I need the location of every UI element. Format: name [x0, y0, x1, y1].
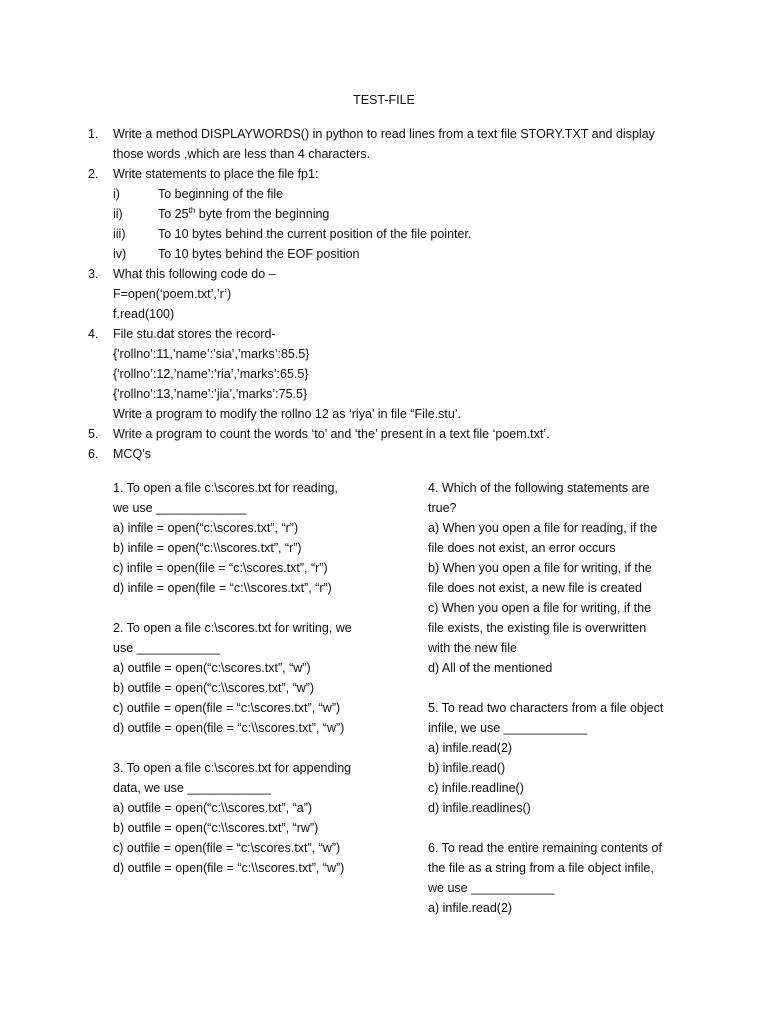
mcq-line: c) outfile = open(file = “c:\scores.txt”, “w”): [113, 841, 341, 855]
mcq-line: b) infile = open(“c:\\scores.txt”, “r”): [113, 541, 302, 555]
mcq-line: we use ____________: [428, 881, 555, 895]
sub-item-text: [158, 204, 329, 224]
ordinal-suffix: th: [188, 205, 196, 215]
mcq-line: 5. To read two characters from a file object: [428, 701, 664, 715]
mcq-line: d) infile = open(file = “c:\\scores.txt”, “r”): [113, 581, 332, 595]
mcq-line: infile, we use ____________: [428, 721, 588, 735]
mcq-line: c) outfile = open(file = “c:\scores.txt”, “w”): [113, 701, 341, 715]
sub-item-text: To 10 bytes behind the current position of the file pointer.: [158, 227, 472, 241]
question-number: 4.: [88, 327, 99, 341]
question-1: [0, 124, 768, 144]
mcq-line: file exists, the existing file is overwritten: [428, 621, 647, 635]
mcq-line: 1. To open a file c:\scores.txt for reading,: [113, 481, 338, 495]
record-line: {'rollno’:13,’name’:’jia’,’marks’:75.5}: [113, 387, 308, 401]
sub-item-text: To beginning of the file: [158, 187, 284, 201]
question-text-continued: those words ,which are less than 4 characters.: [113, 147, 371, 161]
question-number: 6.: [88, 447, 99, 461]
question-text: Write a program to count the words ‘to’ and ‘the’ present in a text file ‘poem.txt’.: [113, 427, 550, 441]
question-6: [0, 444, 768, 464]
question-number: 3.: [88, 267, 99, 281]
code-line: f.read(100): [113, 307, 175, 321]
mcq-line: use ____________: [113, 641, 221, 655]
mcq-line: b) outfile = open(“c:\\scores.txt”, “w”): [113, 681, 315, 695]
mcq-line: 3. To open a file c:\scores.txt for appending: [113, 761, 352, 775]
mcq-line: b) outfile = open(“c:\\scores.txt”, “rw”): [113, 821, 319, 835]
question-2: [0, 164, 768, 184]
mcq-line: with the new file: [428, 641, 517, 655]
mcq-line: c) When you open a file for writing, if the: [428, 601, 652, 615]
mcq-line: true?: [428, 501, 457, 515]
mcq-line: c) infile.readline(): [428, 781, 524, 795]
mcq-line: d) All of the mentioned: [428, 661, 553, 675]
sub-item-marker: i): [113, 187, 120, 201]
mcq-line: file does not exist, an error occurs: [428, 541, 616, 555]
mcq-line: we use _____________: [113, 501, 247, 515]
mcq-line: file does not exist, a new file is created: [428, 581, 643, 595]
mcq-line: a) outfile = open(“c:\\scores.txt”, “a”): [113, 801, 313, 815]
sub-item-text-part: To 25: [158, 207, 189, 221]
mcq-line: 6. To read the entire remaining contents of: [428, 841, 662, 855]
mcq-line: d) outfile = open(file = “c:\\scores.txt”, “w”): [113, 721, 345, 735]
question-text: Write a method DISPLAYWORDS() in python to read lines from a text file STORY.TXT and display: [113, 127, 655, 141]
page-title: TEST-FILE: [353, 93, 415, 107]
code-line: F=open(‘poem.txt’,’r’): [113, 287, 232, 301]
sub-item: [0, 244, 768, 264]
record-line: {'rollno’:11,’name’:’sia’,’marks’:85.5}: [113, 347, 310, 361]
question-number: 2.: [88, 167, 99, 181]
mcq-line: b) When you open a file for writing, if the: [428, 561, 652, 575]
mcq-line: b) infile.read(): [428, 761, 506, 775]
question-text: Write statements to place the file fp1:: [113, 167, 319, 181]
question-number: 1.: [88, 127, 99, 141]
question-text: File stu.dat stores the record-: [113, 327, 276, 341]
mcq-line: a) infile.read(2): [428, 741, 513, 755]
mcq-line: a) infile.read(2): [428, 901, 513, 915]
mcq-line: 4. Which of the following statements are: [428, 481, 650, 495]
question-task: Write a program to modify the rollno 12 as ‘riya’ in file “File.stu’.: [113, 407, 462, 421]
question-text: MCQ’s: [113, 447, 151, 461]
mcq-line: a) When you open a file for reading, if the: [428, 521, 658, 535]
record-line: {'rollno’:12,’name’:’ria’,’marks’:65.5}: [113, 367, 309, 381]
sub-item-marker: iv): [113, 247, 127, 261]
mcq-line: d) outfile = open(file = “c:\\scores.txt”, “w”): [113, 861, 345, 875]
mcq-line: a) infile = open(“c:\scores.txt”, “r”): [113, 521, 299, 535]
mcq-line: 2. To open a file c:\scores.txt for writing, we: [113, 621, 352, 635]
question-number: 5.: [88, 427, 99, 441]
sub-item: [0, 224, 768, 244]
sub-item-text: To 10 bytes behind the EOF position: [158, 247, 360, 261]
question-4: [0, 324, 768, 344]
mcq-line: a) outfile = open(“c:\scores.txt”, “w”): [113, 661, 311, 675]
sub-item-marker: iii): [113, 227, 126, 241]
question-5: [0, 424, 768, 444]
mcq-line: c) infile = open(file = “c:\scores.txt”, “r”): [113, 561, 328, 575]
sub-item: [0, 204, 768, 224]
mcq-line: d) infile.readlines(): [428, 801, 531, 815]
question-text: What this following code do –: [113, 267, 276, 281]
mcq-line: the file as a string from a file object infile,: [428, 861, 654, 875]
sub-item-marker: ii): [113, 207, 123, 221]
sub-item-text-part: byte from the beginning: [195, 207, 330, 221]
sub-item: [0, 184, 768, 204]
mcq-line: data, we use ____________: [113, 781, 271, 795]
question-3: [0, 264, 768, 284]
